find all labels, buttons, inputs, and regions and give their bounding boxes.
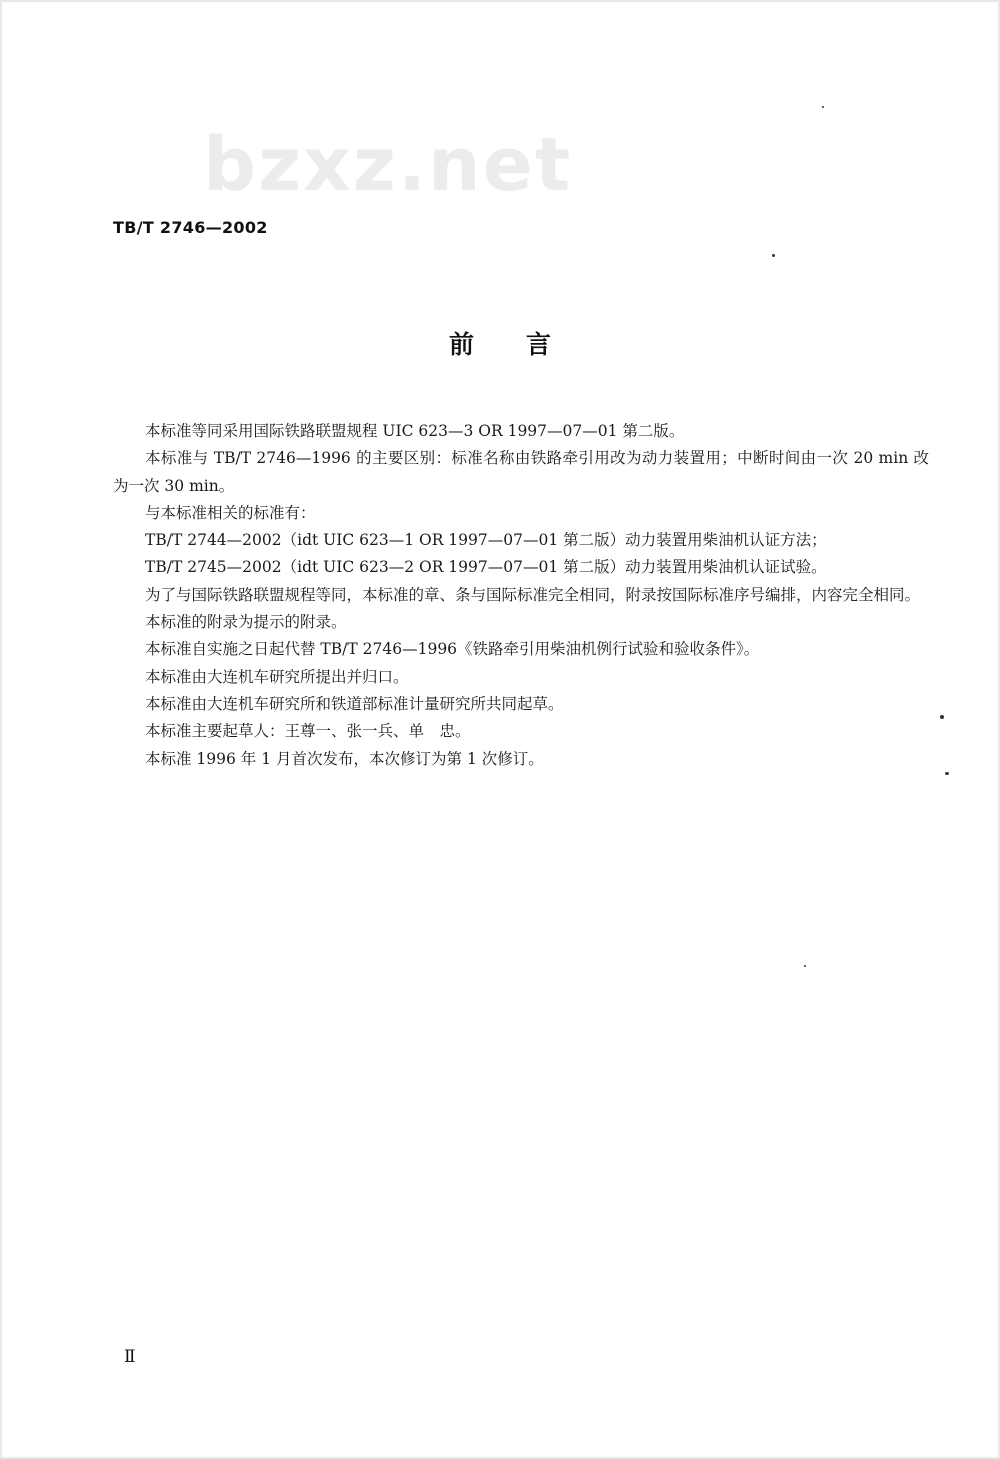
paragraph: 本标准由大连机车研究所提出并归口。 <box>145 667 409 686</box>
scan-speck <box>940 715 944 719</box>
page-title: 前言 <box>448 330 603 359</box>
paragraph: 为了与国际铁路联盟规程等同，本标准的章、条与国际标准完全相同，附录按国际标准序号编排，内容完全相同。 <box>145 585 921 604</box>
page-number: Ⅱ <box>124 1347 136 1367</box>
paragraph: 本标准的附录为提示的附录。 <box>145 613 347 632</box>
foreword-body <box>113 418 929 773</box>
paragraph: TB/T 2744—2002（idt UIC 623—1 OR 1997—07—01 第二版）动力装置用柴油机认证方法； <box>145 531 827 550</box>
scan-speck <box>804 965 806 967</box>
paragraph: 本标准与 TB/T 2746—1996 的主要区别：标准名称由铁路牵引用改为动力装置用；中断时间由一次 20 min 改为一次 30 min。 <box>113 449 929 495</box>
paragraph: 本标准主要起草人：王尊一、张一兵、单 忠。 <box>145 722 471 741</box>
paragraph: TB/T 2745—2002（idt UIC 623—2 OR 1997—07—01 第二版）动力装置用柴油机认证试验。 <box>145 558 827 577</box>
paragraph: 本标准 1996 年 1 月首次发布，本次修订为第 1 次修订。 <box>145 749 544 768</box>
paragraph: 本标准由大连机车研究所和铁道部标准计量研究所共同起草。 <box>145 694 564 713</box>
watermark: bzxz.net <box>203 122 573 208</box>
scan-speck <box>772 254 775 257</box>
paragraph: 本标准等同采用国际铁路联盟规程 UIC 623—3 OR 1997—07—01 第二版。 <box>145 422 685 440</box>
paragraph: 本标准自实施之日起代替 TB/T 2746—1996《铁路牵引用柴油机例行试验和验收条件》。 <box>145 640 760 659</box>
scan-speck <box>822 106 824 108</box>
paragraph: 与本标准相关的标准有： <box>145 503 316 522</box>
standard-code-header: TB/T 2746—2002 <box>113 218 268 237</box>
scan-speck <box>945 772 949 775</box>
